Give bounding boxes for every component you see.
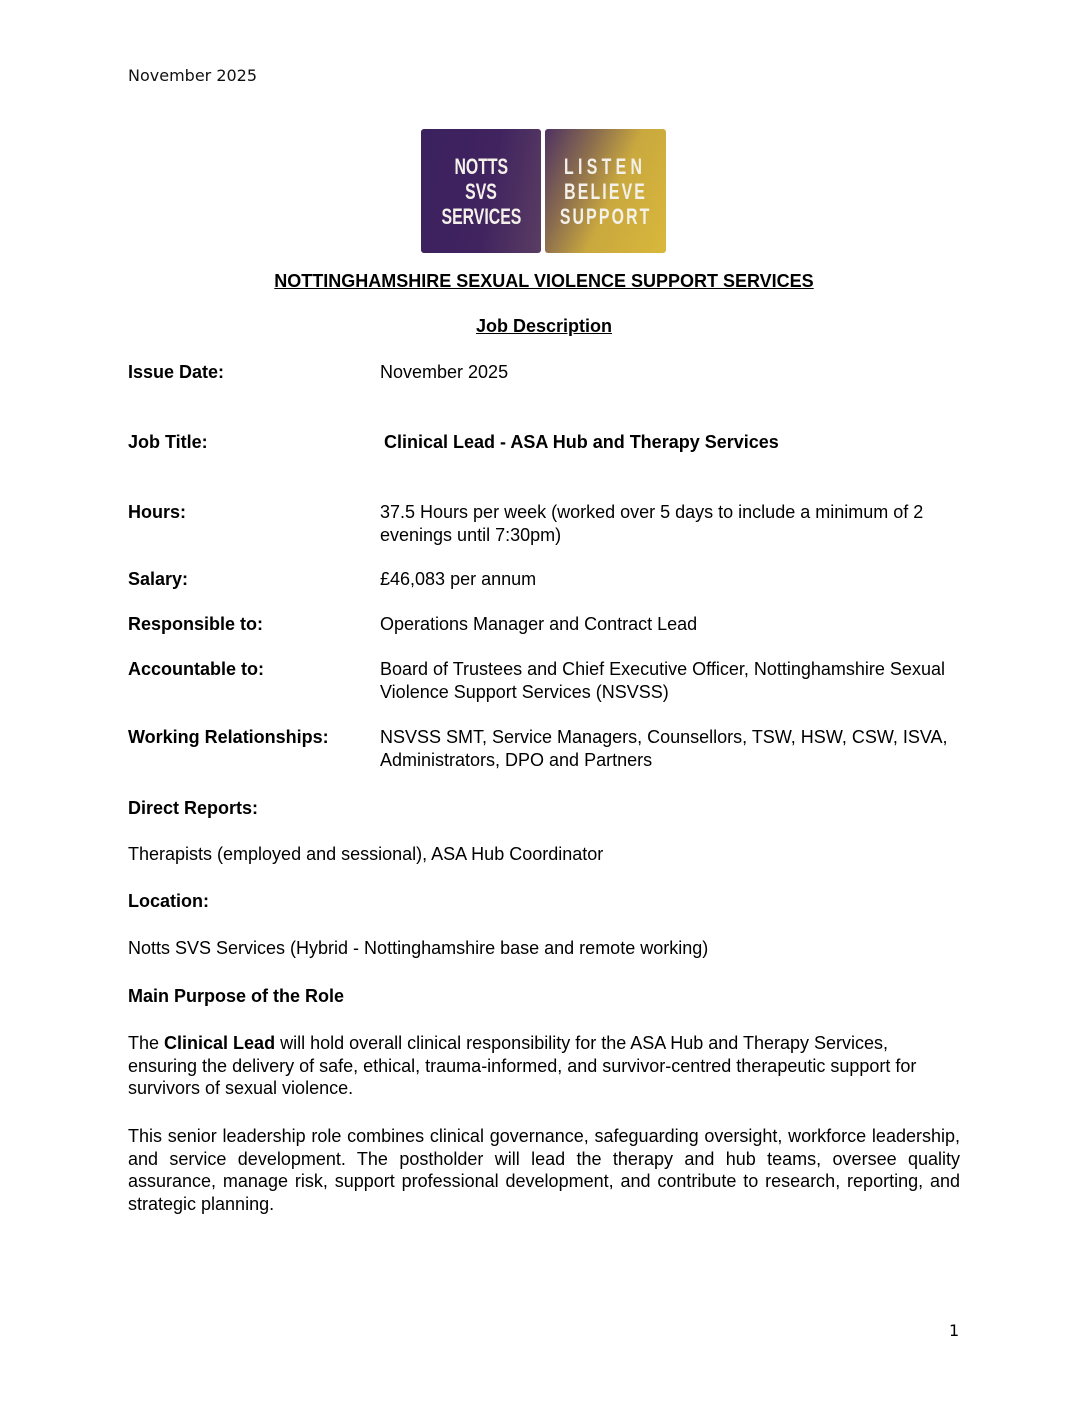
field-label: Job Title: xyxy=(128,432,208,452)
field-label: Issue Date: xyxy=(128,362,225,382)
main-purpose-heading: Main Purpose of the Role xyxy=(128,986,345,1006)
field-hours xyxy=(128,501,960,547)
field-label: Accountable to: xyxy=(128,659,265,679)
field-working-relationships xyxy=(128,726,960,772)
logo-text-notts: NOTTS xyxy=(454,153,508,179)
logo-text-services: SERVICES xyxy=(441,203,521,229)
field-label: Hours: xyxy=(128,502,186,522)
header-date: November 2025 xyxy=(128,66,258,85)
location-heading: Location: xyxy=(128,891,209,911)
field-value: Clinical Lead - ASA Hub and Therapy Services xyxy=(384,432,779,452)
page-number: 1 xyxy=(949,1321,960,1340)
field-label: Responsible to: xyxy=(128,614,264,634)
notts-svs-logo xyxy=(421,129,666,253)
logo-text-svs: SVS xyxy=(465,178,497,204)
main-purpose-paragraph-1 xyxy=(128,1032,960,1100)
field-value: Operations Manager and Contract Lead xyxy=(380,614,698,634)
field-responsible-to xyxy=(128,613,960,636)
logo-text-believe: BELIEVE xyxy=(564,178,647,204)
field-accountable-to xyxy=(128,658,960,704)
field-value: November 2025 xyxy=(380,362,509,382)
logo-right-panel xyxy=(545,129,666,253)
para1-prefix: The xyxy=(128,1033,165,1053)
direct-reports-text: Therapists (employed and sessional), ASA Hub Coordinator xyxy=(128,844,604,864)
field-salary xyxy=(128,568,960,591)
logo-left-panel xyxy=(421,129,541,253)
para1-bold-role: Clinical Lead xyxy=(164,1033,276,1053)
field-job-title xyxy=(128,431,960,454)
field-label: Working Relationships: xyxy=(128,727,329,747)
document-title: NOTTINGHAMSHIRE SEXUAL VIOLENCE SUPPORT SERVICES xyxy=(274,271,814,291)
logo-text-listen: LISTEN xyxy=(564,153,647,179)
field-value: 37.5 Hours per week (worked over 5 days to include a minimum of 2 evenings until 7:30pm) xyxy=(380,502,924,545)
para1-rest: will hold overall clinical responsibility for the ASA Hub and Therapy Services, ensuring the delivery of safe, ethical, trauma-informed, and survivor-centred therapeutic support for survivors of sexual violence. xyxy=(128,1033,917,1098)
document-subtitle: Job Description xyxy=(475,316,613,336)
field-label: Salary: xyxy=(128,569,189,589)
direct-reports-heading: Direct Reports: xyxy=(128,798,259,818)
field-value: £46,083 per annum xyxy=(380,569,537,589)
field-value: NSVSS SMT, Service Managers, Counsellors, TSW, HSW, CSW, ISVA, Administrators, DPO and Partners xyxy=(380,727,948,770)
field-value: Board of Trustees and Chief Executive Officer, Nottinghamshire Sexual Violence Support Services (NSVSS) xyxy=(380,659,945,702)
location-text: Notts SVS Services (Hybrid - Nottinghamshire base and remote working) xyxy=(128,938,709,958)
logo-text-support: SUPPORT xyxy=(559,203,652,229)
field-issue-date xyxy=(128,361,960,384)
main-purpose-paragraph-2: This senior leadership role combines clinical governance, safeguarding oversight, workforce leadership, and service development. The postholder will lead the therapy and hub teams, oversee quality assurance, manage risk, support professional development, and contribute to research, reporting, and strategic planning. xyxy=(128,1126,960,1214)
